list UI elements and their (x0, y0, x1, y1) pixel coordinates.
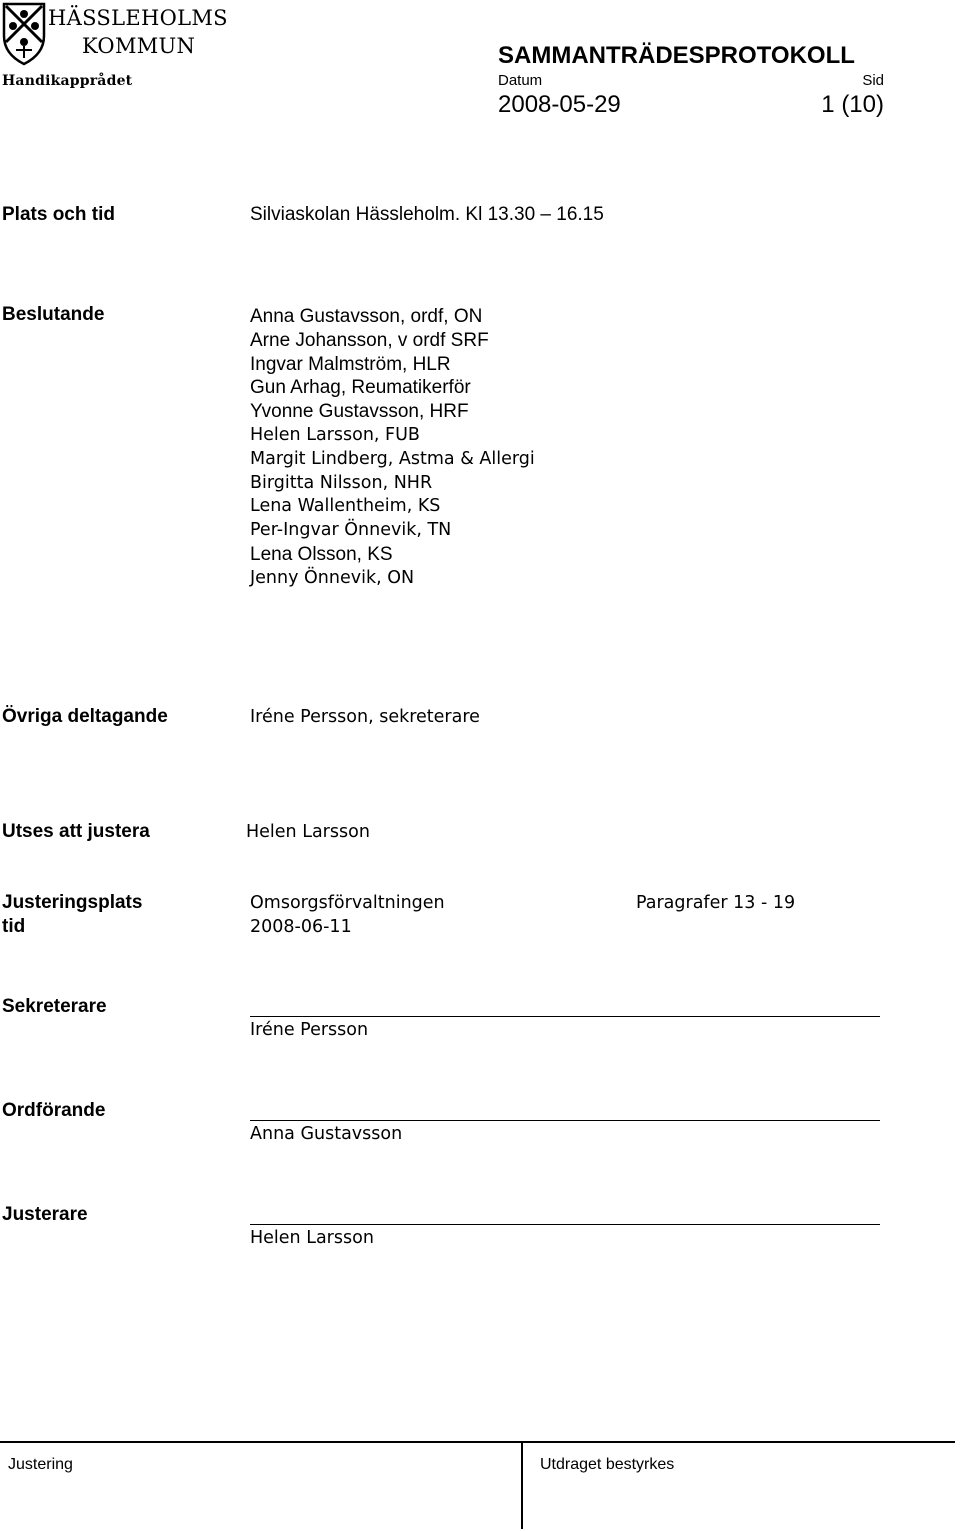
others-label: Övriga deltagande (2, 706, 168, 727)
adjustment-date-value: 2008-06-11 (250, 917, 352, 937)
footer-adjustment-label: Justering (8, 1456, 73, 1473)
adjustment-place-value: Omsorgsförvaltningen (250, 893, 445, 913)
page-label: Sid (862, 72, 884, 89)
chairman-signature-line (250, 1120, 880, 1121)
secretary-label: Sekreterare (2, 996, 107, 1017)
footer-column-divider (521, 1441, 523, 1529)
secretary-signature-line (250, 1016, 880, 1017)
footer-certified-label: Utdraget bestyrkes (540, 1456, 675, 1473)
member-item: Anna Gustavsson, ordf, ON (250, 306, 483, 327)
decision-makers-label: Beslutande (2, 304, 105, 325)
paragraphs-value: Paragrafer 13 - 19 (636, 893, 796, 913)
member-item: Margit Lindberg, Astma & Allergi (250, 448, 535, 469)
member-item: Arne Johansson, v ordf SRF (250, 329, 489, 351)
org-name-line2: KOMMUN (82, 34, 196, 58)
secretary-name: Iréne Persson (250, 1020, 369, 1040)
member-item: Jenny Önnevik, ON (250, 567, 415, 588)
member-item: Birgitta Nilsson, NHR (250, 472, 433, 493)
footer-divider (0, 1441, 955, 1443)
decision-makers-list (250, 305, 535, 591)
adjustment-place-label: Justeringsplats (2, 892, 143, 913)
adjustment-time-label: tid (2, 916, 26, 937)
date-label: Datum (498, 72, 543, 89)
member-item: Lena Olsson, KS (250, 543, 393, 565)
adjuster-signature-line (250, 1224, 880, 1225)
coat-of-arms-icon (2, 2, 46, 66)
org-name-line1: HÄSSLEHOLMS (48, 6, 228, 30)
adjuster-sign-label: Justerare (2, 1204, 88, 1225)
member-item: Per-Ingvar Önnevik, TN (250, 520, 452, 541)
member-item: Lena Wallentheim, KS (250, 496, 441, 517)
document-title: SAMMANTRÄDESPROTOKOLL (498, 42, 855, 69)
member-item: Gun Arhag, Reumatikerför (250, 377, 471, 399)
adjuster-value: Helen Larsson (246, 822, 370, 842)
adjuster-sign-name: Helen Larsson (250, 1228, 374, 1248)
member-item: Helen Larsson, FUB (250, 424, 420, 445)
chairman-name: Anna Gustavsson (250, 1124, 403, 1144)
chairman-label: Ordförande (2, 1100, 106, 1121)
document-date: 2008-05-29 (498, 91, 621, 118)
place-time-label: Plats och tid (2, 204, 115, 225)
others-value: Iréne Persson, sekreterare (250, 707, 480, 727)
member-item: Yvonne Gustavsson, HRF (250, 401, 469, 423)
page-number: 1 (10) (821, 91, 884, 118)
member-item: Ingvar Malmström, HLR (250, 353, 451, 375)
department-name: Handikapprådet (2, 73, 133, 89)
place-time-value: Silviaskolan Hässleholm. Kl 13.30 – 16.15 (250, 204, 604, 225)
adjuster-label: Utses att justera (2, 821, 150, 842)
